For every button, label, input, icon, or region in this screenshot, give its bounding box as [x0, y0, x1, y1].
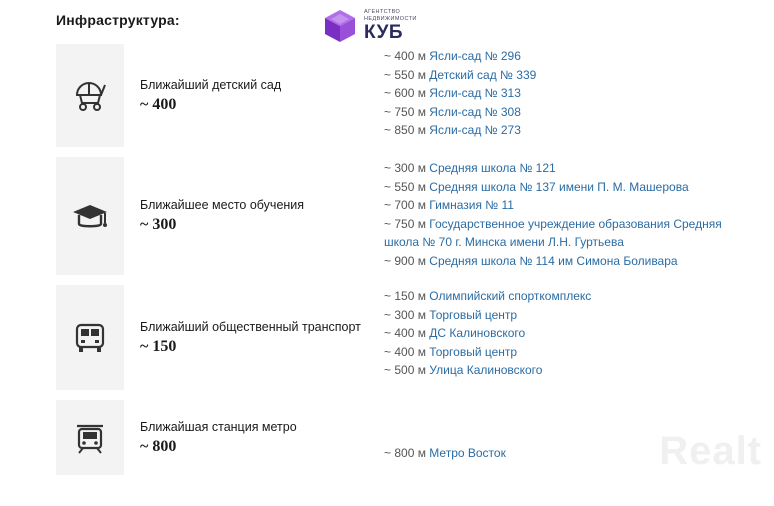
agency-tagline	[364, 9, 417, 23]
item-distance: ~ 750 м	[384, 104, 426, 119]
item-link[interactable]: Средняя школа № 114 им Симона Боливара	[429, 253, 678, 268]
list-item	[384, 252, 756, 271]
item-link[interactable]: Улица Калиновского	[429, 363, 543, 377]
agency-tagline-line1: АГЕНТСТВО	[364, 9, 401, 15]
item-link[interactable]: Ясли-сад № 308	[429, 104, 521, 119]
row-icon-cell	[56, 285, 124, 390]
item-link[interactable]: Детский сад № 339	[429, 67, 537, 82]
list-item	[384, 287, 756, 306]
list-item	[384, 47, 756, 66]
item-distance: ~ 500 м	[384, 363, 426, 377]
row-value-text: ~ 800	[140, 437, 177, 455]
table-row	[56, 285, 756, 390]
row-label-text: Ближайшее место обучения	[140, 198, 305, 212]
list-item	[384, 343, 756, 362]
row-label-cell	[124, 400, 384, 475]
row-label-cell	[124, 44, 384, 147]
item-link[interactable]: Ясли-сад № 296	[429, 49, 521, 63]
item-distance: ~ 750 м	[384, 216, 426, 231]
table-row	[56, 400, 756, 475]
item-link[interactable]: Государственное учреждение образования Средняя школа № 70 г. Минска имени Л.Н. Гуртьева	[384, 216, 722, 249]
watermark: Realt	[659, 429, 762, 473]
list-item	[384, 215, 756, 252]
row-value-text: ~ 150	[140, 337, 177, 355]
list-item	[384, 306, 756, 325]
item-link[interactable]: ДС Калиновского	[429, 326, 526, 340]
baby-stroller-icon	[71, 79, 109, 113]
item-link[interactable]: Торговый центр	[429, 307, 518, 322]
row-label-cell	[124, 285, 384, 390]
item-link[interactable]: Ясли-сад № 313	[429, 86, 521, 100]
row-label-cell	[124, 157, 384, 275]
item-distance: ~ 550 м	[384, 67, 426, 82]
row-label-text: Ближайший детский сад	[140, 77, 282, 92]
row-icon-cell	[56, 44, 124, 147]
cube-logo-icon	[322, 8, 358, 44]
item-distance: ~ 700 м	[384, 198, 426, 212]
list-item	[384, 361, 756, 380]
item-distance: ~ 400 м	[384, 344, 426, 359]
list-item	[384, 103, 756, 122]
item-link[interactable]: Ясли-сад № 273	[429, 123, 521, 137]
row-icon-cell	[56, 157, 124, 275]
table-row	[56, 157, 756, 275]
list-item	[384, 178, 756, 197]
item-distance: ~ 800 м	[384, 446, 426, 460]
item-distance: ~ 300 м	[384, 161, 426, 175]
list-item	[384, 159, 756, 178]
row-value-text: ~ 400	[140, 95, 177, 113]
list-item	[384, 324, 756, 343]
row-items-cell	[384, 285, 756, 380]
item-link[interactable]: Средняя школа № 121	[429, 161, 556, 175]
item-link[interactable]: Торговый центр	[429, 344, 518, 359]
agency-logo[interactable]	[322, 5, 442, 47]
item-distance: ~ 150 м	[384, 289, 426, 303]
item-link[interactable]: Метро Восток	[429, 446, 506, 460]
item-distance: ~ 400 м	[384, 49, 426, 63]
agency-name: КУБ	[364, 22, 404, 43]
item-distance: ~ 300 м	[384, 307, 426, 322]
row-label-text: Ближайшая станция метро	[140, 419, 297, 434]
page-title: Инфраструктура:	[56, 12, 180, 28]
item-link[interactable]: Гимназия № 11	[429, 198, 514, 212]
item-distance: ~ 550 м	[384, 179, 426, 194]
item-link[interactable]: Олимпийский спорткомплекс	[429, 289, 592, 303]
list-item	[384, 121, 756, 140]
list-item	[384, 66, 756, 85]
agency-tagline-line2: НЕДВИЖИМОСТИ	[364, 16, 417, 22]
row-value-text: ~ 300	[140, 216, 177, 233]
item-distance: ~ 900 м	[384, 253, 426, 268]
metro-train-icon	[73, 421, 107, 455]
item-distance: ~ 400 м	[384, 326, 426, 340]
infrastructure-rows	[56, 44, 756, 485]
graduation-cap-icon	[71, 200, 109, 232]
row-icon-cell	[56, 400, 124, 475]
table-row	[56, 44, 756, 147]
item-link[interactable]: Средняя школа № 137 имени П. М. Машерова	[429, 179, 689, 194]
row-items-cell	[384, 157, 756, 270]
item-distance: ~ 600 м	[384, 86, 426, 100]
list-item	[384, 84, 756, 103]
row-label-text: Ближайший общественный транспорт	[140, 319, 361, 334]
row-items-cell	[384, 44, 756, 140]
list-item	[384, 196, 756, 215]
bus-icon	[73, 321, 107, 355]
item-distance: ~ 850 м	[384, 123, 426, 137]
